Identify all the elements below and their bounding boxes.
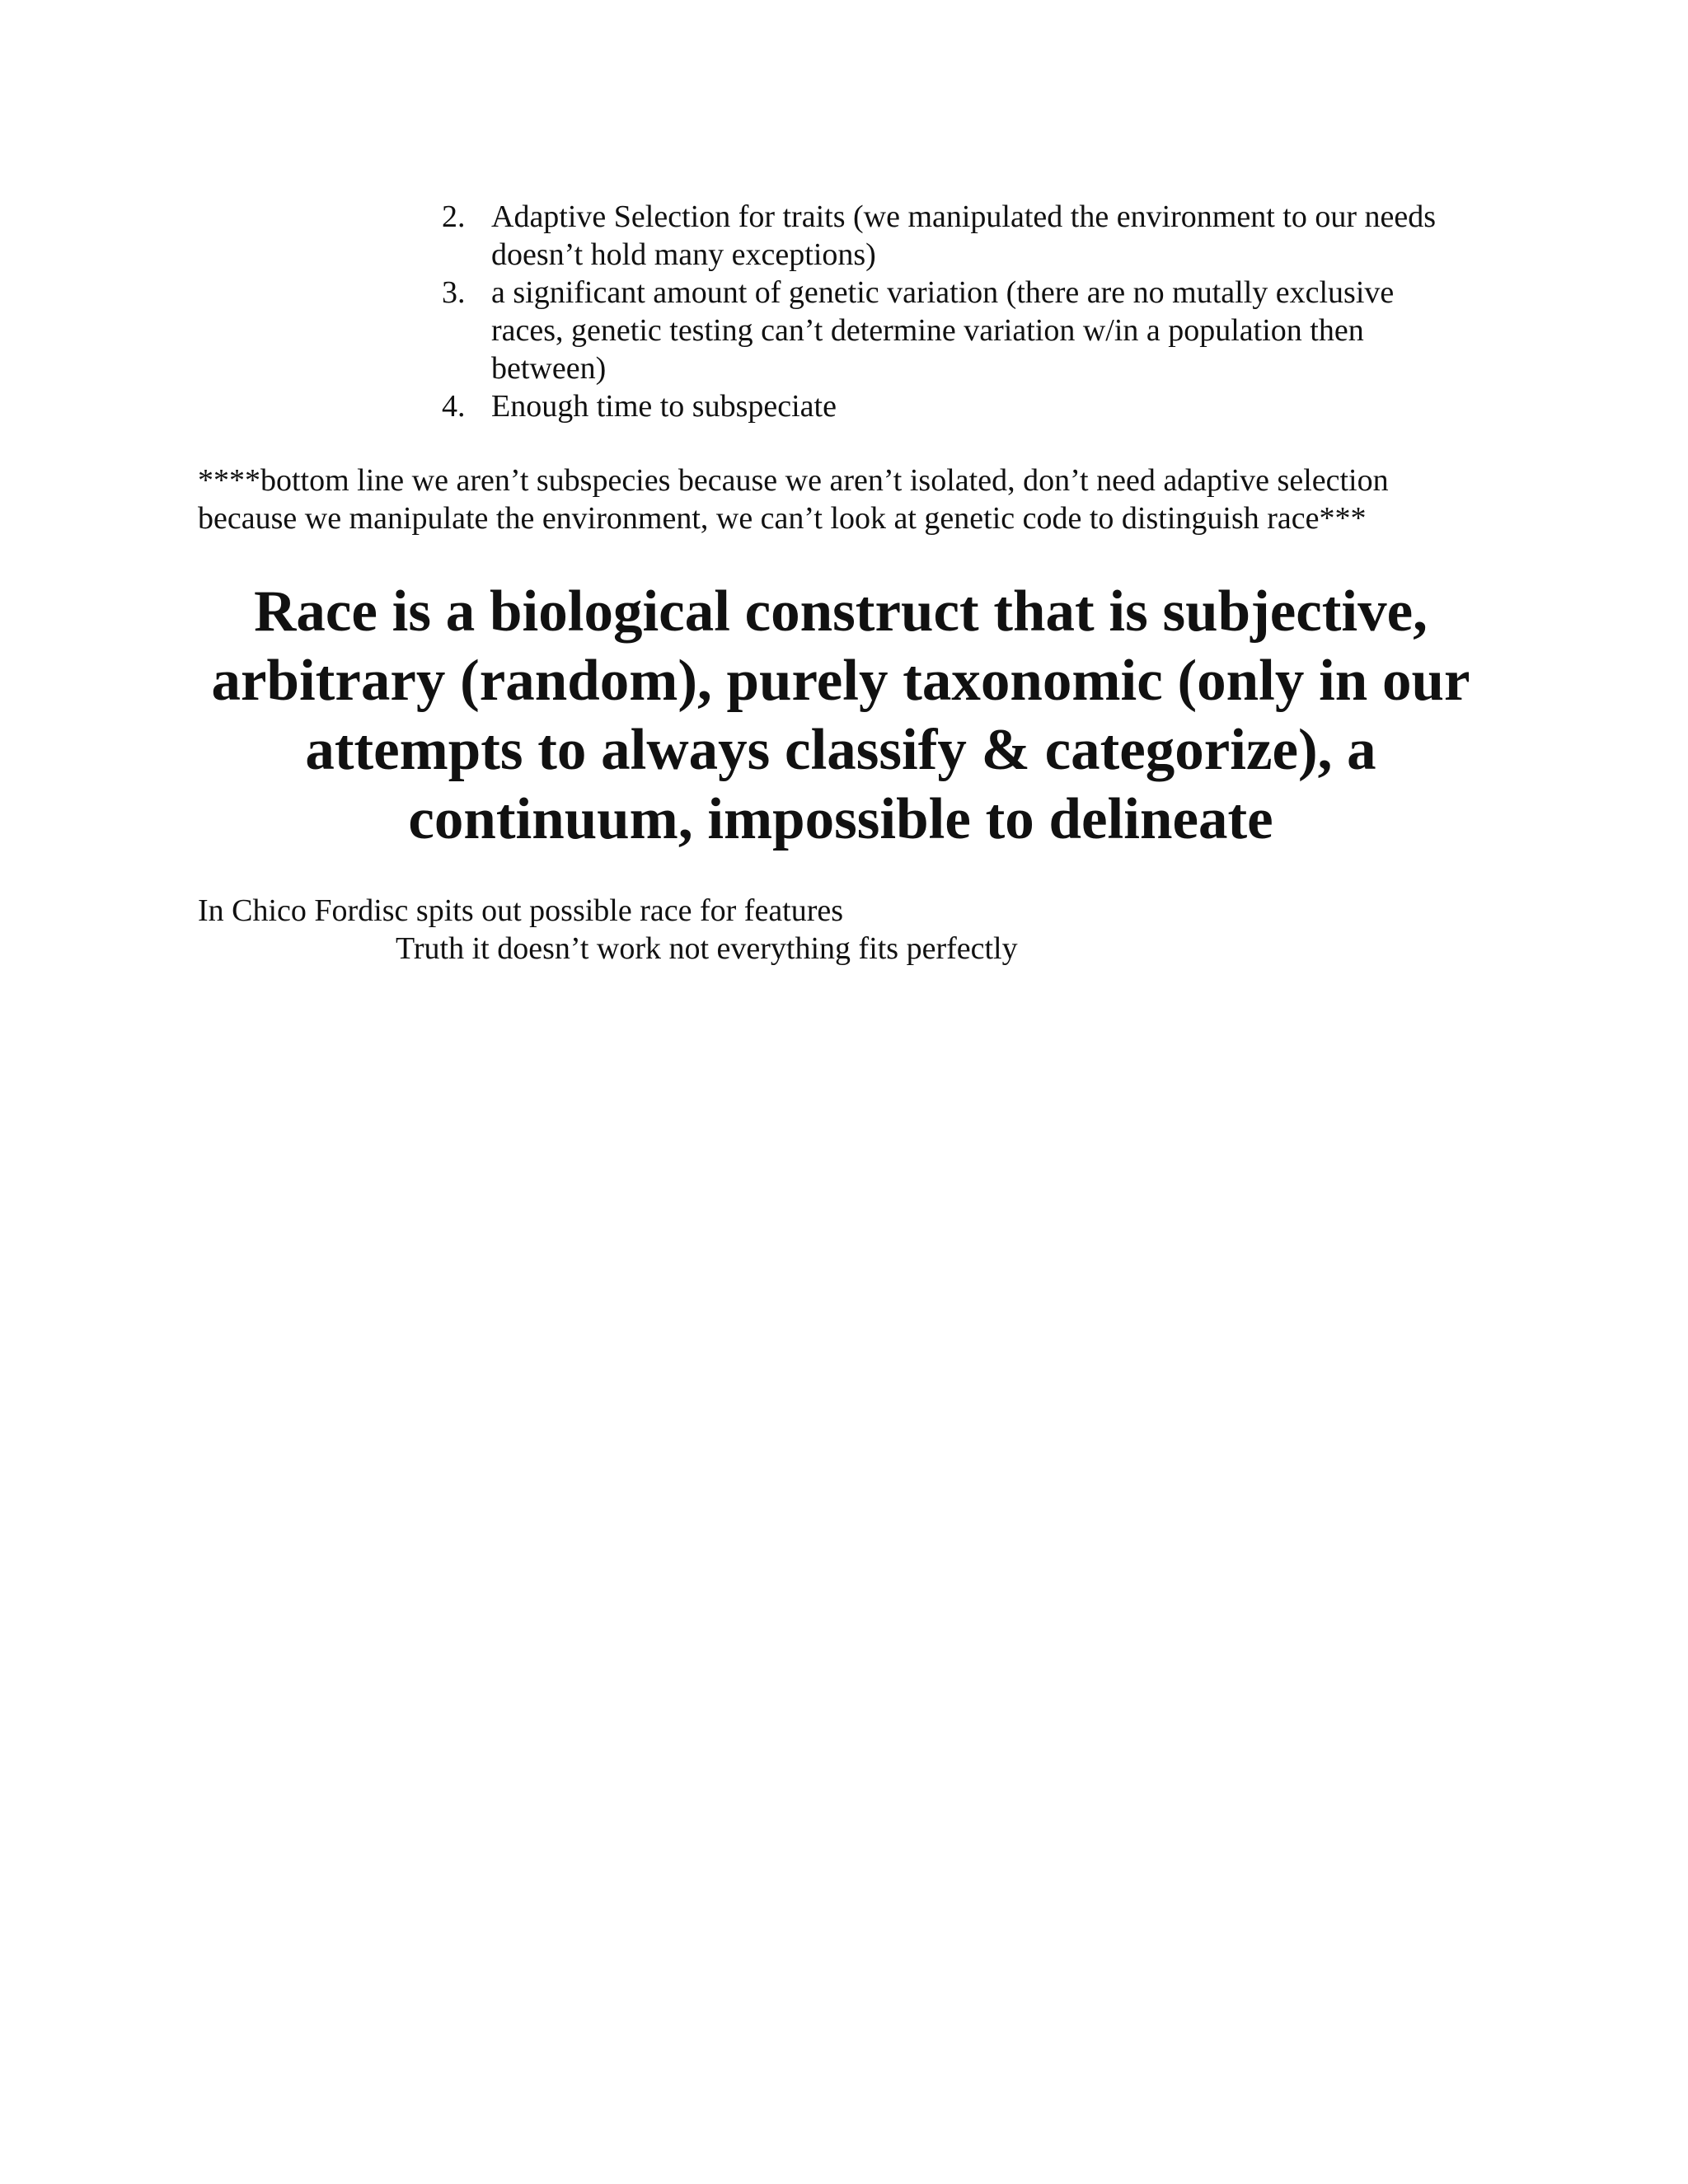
bottom-line-paragraph: ****bottom line we aren’t subspecies because we aren’t isolated, don’t need adaptive selection because we manipulate the environment, we can’t look at genetic code to distinguish race***	[198, 463, 1389, 536]
list-item-text: Adaptive Selection for traits (we manipulated the environment to our needs doesn’t hold many exceptions)	[491, 199, 1436, 272]
list-item-number: 2.	[442, 199, 466, 234]
list-item	[429, 198, 1451, 274]
headline: Race is a biological construct that is subjective, arbitrary (random), purely taxonomic (only in our attempts to always classify & categorize), a continuum, impossible to delineate	[211, 579, 1470, 851]
numbered-list	[429, 198, 1451, 425]
list-item	[429, 387, 1451, 425]
list-item	[429, 274, 1451, 387]
list-item-number: 3.	[442, 275, 466, 310]
truth-line: Truth it doesn’t work not everything fits perfectly	[396, 931, 1018, 966]
chico-fordisc-line: In Chico Fordisc spits out possible race for features	[198, 893, 844, 928]
list-item-text: Enough time to subspeciate	[491, 389, 837, 424]
list-item-number: 4.	[442, 389, 466, 424]
list-item-text: a significant amount of genetic variation (there are no mutally exclusive races, genetic testing can’t determine variation w/in a population then between)	[491, 275, 1395, 386]
